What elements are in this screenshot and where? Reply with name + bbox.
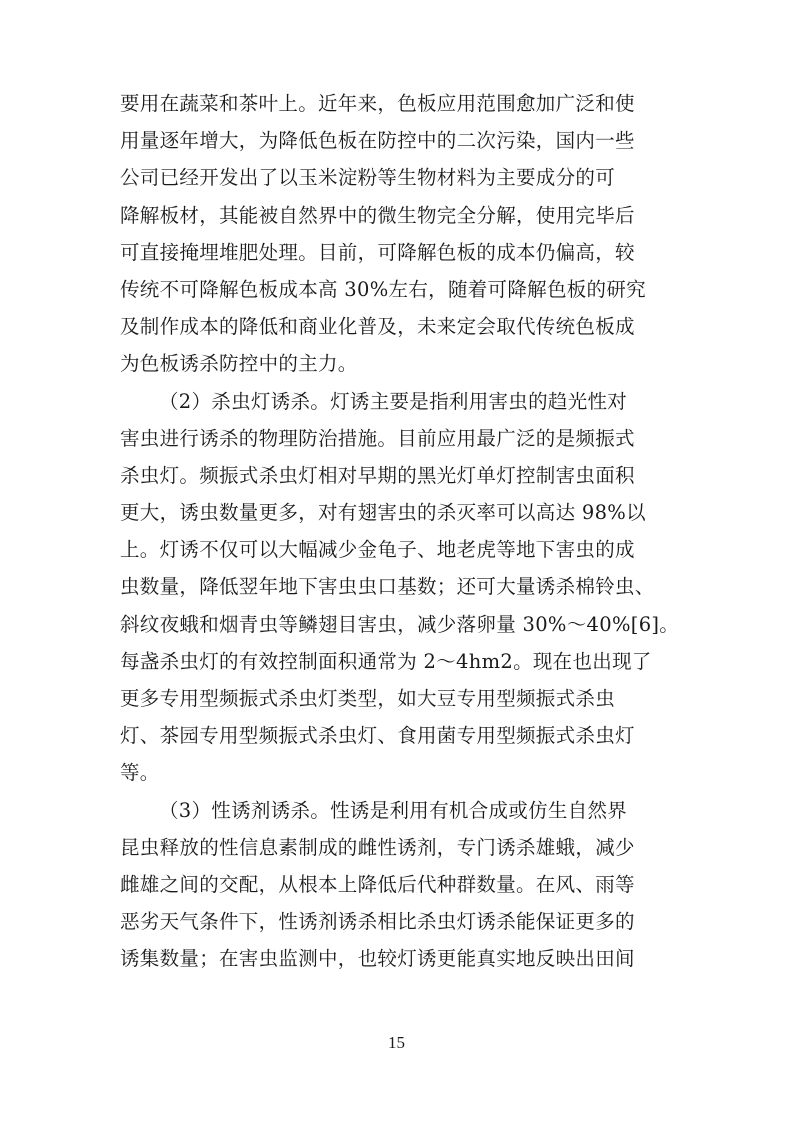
text-line: 更大，诱虫数量更多，对有翅害虫的杀灭率可以高达 98%以: [120, 501, 646, 525]
text-line: 可直接掩埋堆肥处理。目前，可降解色板的成本仍偏高，较: [120, 240, 635, 264]
text-line: 灯、茶园专用型频振式杀虫灯、食用菌专用型频振式杀虫灯: [120, 724, 635, 748]
text-line: 恶劣天气条件下，性诱剂诱杀相比杀虫灯诱杀能保证更多的: [120, 910, 635, 934]
text-line: 等。: [120, 761, 160, 785]
paragraph-start-line: （3）性诱剂诱杀。性诱是利用有机合成或仿生自然界: [159, 798, 628, 822]
text-line: 为色板诱杀防控中的主力。: [120, 352, 358, 376]
text-line: 传统不可降解色板成本高 30%左右，随着可降解色板的研究: [120, 277, 646, 301]
text-line: 及制作成本的降低和商业化普及，未来定会取代传统色板成: [120, 315, 635, 339]
text-line: 用量逐年增大，为降低色板在防控中的二次污染，国内一些: [120, 129, 635, 153]
text-line: 诱集数量；在害虫监测中，也较灯诱更能真实地反映出田间: [120, 947, 635, 971]
text-line: 每盏杀虫灯的有效控制面积通常为 2～4hm2。现在也出现了: [120, 649, 652, 673]
page-number: 15: [388, 1033, 405, 1052]
text-line: 昆虫释放的性信息素制成的雌性诱剂，专门诱杀雄蛾，减少: [120, 835, 635, 859]
text-line: 雌雄之间的交配，从根本上降低后代种群数量。在风、雨等: [120, 872, 635, 896]
text-line: 杀虫灯。频振式杀虫灯相对早期的黑光灯单灯控制害虫面积: [120, 463, 635, 487]
text-line: 更多专用型频振式杀虫灯类型，如大豆专用型频振式杀虫: [120, 687, 616, 710]
paragraph-start-line: （2）杀虫灯诱杀。灯诱主要是指利用害虫的趋光性对: [159, 389, 628, 413]
text-line: 害虫进行诱杀的物理防治措施。目前应用最广泛的是频振式: [120, 426, 635, 450]
text-line: 虫数量，降低翌年地下害虫虫口基数；还可大量诱杀棉铃虫、: [120, 575, 655, 599]
text-line: 斜纹夜蛾和烟青虫等鳞翅目害虫，减少落卵量 30%～40%[6]。: [120, 612, 680, 636]
text-line: 公司已经开发出了以玉米淀粉等生物材料为主要成分的可: [120, 166, 616, 190]
text-line: 要用在蔬菜和茶叶上。近年来，色板应用范围愈加广泛和使: [120, 92, 635, 115]
text-line: 上。灯诱不仅可以大幅减少金龟子、地老虎等地下害虫的成: [120, 538, 635, 562]
text-line: 降解板材，其能被自然界中的微生物完全分解，使用完毕后: [120, 203, 635, 227]
body-text: [120, 85, 680, 978]
